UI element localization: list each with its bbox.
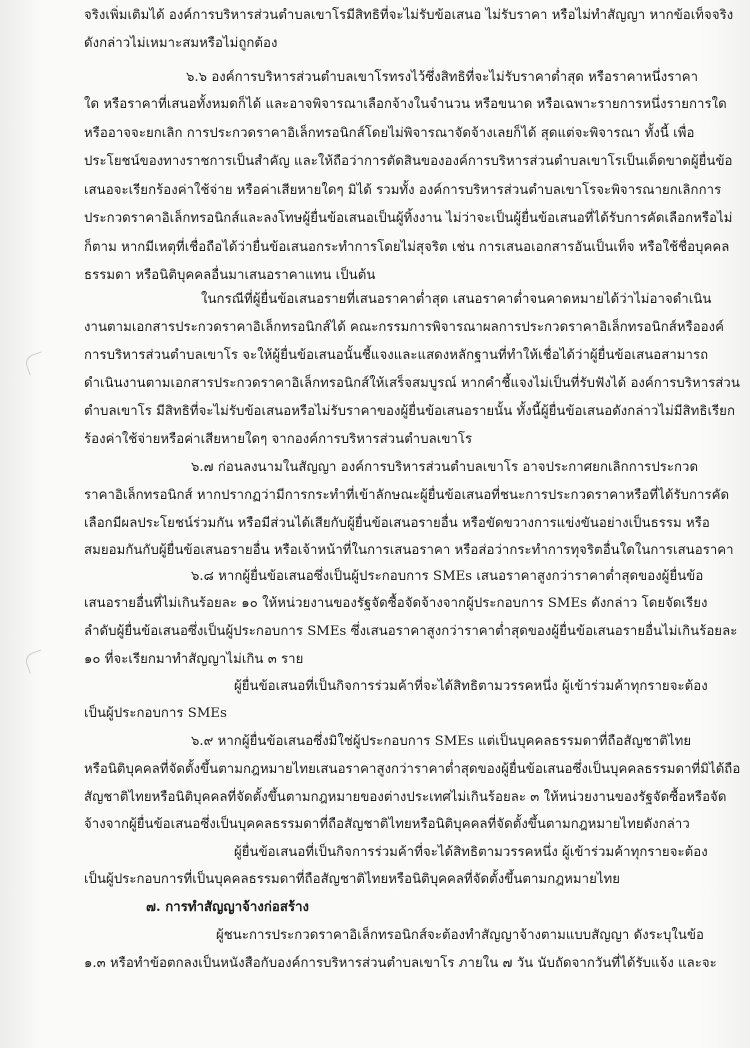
paragraph-start: ผู้ยื่นข้อเสนอที่เป็นกิจการร่วมค้าที่จะได้สิทธิตามวรรคหนึ่ง ผู้เข้าร่วมค้าทุกรายจะต้อง: [234, 679, 708, 694]
clause-6-7-heading: ๖.๗ ก่อนลงนามในสัญญา องค์การบริหารส่วนตำบลเขาโร อาจประกาศยกเลิกการประกวด: [191, 460, 699, 475]
text-line: ดำเนินงานตามเอกสารประกวดราคาอิเล็กทรอนิกส์ให้เสร็จสมบูรณ์ หากคำชี้แจงไม่เป็นที่รับฟังได้ องค์การบริหารส่วน: [84, 376, 740, 391]
text-line: เสนอรายอื่นที่ไม่เกินร้อยละ ๑๐ ให้หน่วยงานของรัฐจัดซื้อจัดจ้างจากผู้ประกอบการ SMEs ดังกล่าว โดยจัดเรียง: [84, 596, 708, 611]
section-7-heading: ๗. การทำสัญญาจ้างก่อสร้าง: [146, 900, 310, 915]
text-line: การบริหารส่วนตำบลเขาโร จะให้ผู้ยื่นข้อเสนอนั้นชี้แจงและแสดงหลักฐานที่ทำให้เชื่อได้ว่าผู้ยื่นข้อเสนอสามารถ: [84, 348, 709, 363]
paragraph-start: ผู้ยื่นข้อเสนอที่เป็นกิจการร่วมค้าที่จะได้สิทธิตามวรรคหนึ่ง ผู้เข้าร่วมค้าทุกรายจะต้อง: [234, 845, 708, 860]
text-line: ธรรมดา หรือนิติบุคคลอื่นมาเสนอราคาแทน เป็นต้น: [84, 268, 376, 283]
text-line: เป็นผู้ประกอบการ SMEs: [84, 706, 227, 721]
text-line: ร้องค่าใช้จ่ายหรือค่าเสียหายใดๆ จากองค์การบริหารส่วนตำบลเขาโร: [84, 432, 473, 447]
text-line: ๑.๓ หรือทำข้อตกลงเป็นหนังสือกับองค์การบริหารส่วนตำบลเขาโร ภายใน ๗ วัน นับถัดจากวันที่ได้รับแจ้ง และจะ: [84, 956, 717, 971]
clause-6-6-heading: ๖.๖ องค์การบริหารส่วนตำบลเขาโรทรงไว้ซึ่งสิทธิที่จะไม่รับราคาต่ำสุด หรือราคาหนึ่งราคา: [186, 70, 699, 85]
text-line: ราคาอิเล็กทรอนิกส์ หากปรากฏว่ามีการกระทำที่เข้าลักษณะผู้ยื่นข้อเสนอที่ชนะการประกวดราคาหรือที่ได้รับการคัด: [84, 488, 730, 503]
paragraph-start: ผู้ชนะการประกวดราคาอิเล็กทรอนิกส์จะต้องทำสัญญาจ้างตามแบบสัญญา ดังระบุในข้อ: [216, 928, 704, 943]
text-line: สมยอมกันกับผู้ยื่นข้อเสนอรายอื่น หรือเจ้าหน้าที่ในการเสนอราคา หรือส่อว่ากระทำการทุจริตอื่นใดในการเสนอราคา: [84, 543, 734, 558]
text-line: จ้างจากผู้ยื่นข้อเสนอซึ่งเป็นบุคคลธรรมดาที่ถือสัญชาติไทยหรือนิติบุคคลที่จัดตั้งขึ้นตามกฎหมายไทยดังกล่าว: [84, 817, 690, 832]
text-line: จริงเพิ่มเติมได้ องค์การบริหารส่วนตำบลเขาโรมีสิทธิที่จะไม่รับข้อเสนอ ไม่รับราคา หรือไม่ทำสัญญา หากข้อเท็จจริง: [84, 8, 734, 23]
text-line: เลือกมีผลประโยชน์ร่วมกัน หรือมีส่วนได้เสียกับผู้ยื่นข้อเสนอรายอื่น หรือขัดขวางการแข่งขันอย่างเป็นธรรม หรือ: [84, 516, 710, 531]
clause-6-8-heading: ๖.๘ หากผู้ยื่นข้อเสนอซึ่งเป็นผู้ประกอบการ SMEs เสนอราคาสูงกว่าราคาต่ำสุดของผู้ยื่นข้อ: [191, 569, 704, 584]
text-line: งานตามเอกสารประกวดราคาอิเล็กทรอนิกส์ได้ คณะกรรมการพิจารณาผลการประกวดราคาอิเล็กทรอนิกส์หรือองค์: [84, 320, 725, 335]
text-line: หรือนิติบุคคลที่จัดตั้งขึ้นตามกฎหมายไทยเสนอราคาสูงกว่าราคาต่ำสุดของผู้ยื่นข้อเสนอซึ่งเป็นบุคคลธรรมดาที่มิได้ถือ: [84, 762, 741, 777]
paragraph-start: ในกรณีที่ผู้ยื่นข้อเสนอรายที่เสนอราคาต่ำสุด เสนอราคาต่ำจนคาดหมายได้ว่าไม่อาจดำเนิน: [201, 292, 712, 307]
text-line: ดังกล่าวไม่เหมาะสมหรือไม่ถูกต้อง: [84, 36, 278, 51]
text-line: ๑๐ ที่จะเรียกมาทำสัญญาไม่เกิน ๓ ราย: [84, 652, 304, 667]
text-line: ลำดับผู้ยื่นข้อเสนอซึ่งเป็นผู้ประกอบการ SMEs ซึ่งเสนอราคาสูงกว่าราคาต่ำสุดของผู้ยื่นข้อเสนอรายอื่นไม่เกินร้อยละ: [84, 624, 738, 639]
text-line: ตำบลเขาโร มีสิทธิที่จะไม่รับข้อเสนอหรือไม่รับราคาของผู้ยื่นข้อเสนอรายนั้น ทั้งนี้ผู้ยื่นข้อเสนอดังกล่าวไม่มีสิทธิเรียก: [84, 404, 735, 419]
text-line: สัญชาติไทยหรือนิติบุคคลที่จัดตั้งขึ้นตามกฎหมายของต่างประเทศไม่เกินร้อยละ ๓ ให้หน่วยงานของรัฐจัดซื้อหรือจัด: [84, 790, 727, 805]
text-line: ก็ตาม หากมีเหตุที่เชื่อถือได้ว่ายื่นข้อเสนอกระทำการโดยไม่สุจริต เช่น การเสนอเอกสารอันเป็นเท็จ หรือใช้ชื่อบุคคล: [84, 240, 730, 255]
text-line: หรืออาจจะยกเลิก การประกวดราคาอิเล็กทรอนิกส์โดยไม่พิจารณาจัดจ้างเลยก็ได้ สุดแต่จะพิจารณา ทั้งนี้ เพื่อ: [84, 126, 695, 141]
text-line: เสนอจะเรียกร้องค่าใช้จ่าย หรือค่าเสียหายใดๆ มิได้ รวมทั้ง องค์การบริหารส่วนตำบลเขาโรจะพิจารณายกเลิกการ: [84, 183, 722, 198]
text-line: ใด หรือราคาที่เสนอทั้งหมดก็ได้ และอาจพิจารณาเลือกจ้างในจำนวน หรือขนาด หรือเฉพาะรายการหนึ่งรายการใด: [84, 97, 727, 112]
text-line: ประโยชน์ของทางราชการเป็นสำคัญ และให้ถือว่าการตัดสินขององค์การบริหารส่วนตำบลเขาโรเป็นเด็ดขาดผู้ยื่นข้อ: [84, 154, 733, 169]
text-line: ประกวดราคาอิเล็กทรอนิกส์และลงโทษผู้ยื่นข้อเสนอเป็นผู้ทิ้งงาน ไม่ว่าจะเป็นผู้ยื่นข้อเสนอที่ได้รับการคัดเลือกหรือไม่: [84, 211, 733, 226]
clause-6-9-heading: ๖.๙ หากผู้ยื่นข้อเสนอซึ่งมิใช่ผู้ประกอบการ SMEs แต่เป็นบุคคลธรรมดาที่ถือสัญชาติไทย: [191, 734, 692, 749]
text-line: เป็นผู้ประกอบการที่เป็นบุคคลธรรมดาที่ถือสัญชาติไทยหรือนิติบุคคลที่จัดตั้งขึ้นตามกฎหมายไทย: [84, 872, 621, 887]
